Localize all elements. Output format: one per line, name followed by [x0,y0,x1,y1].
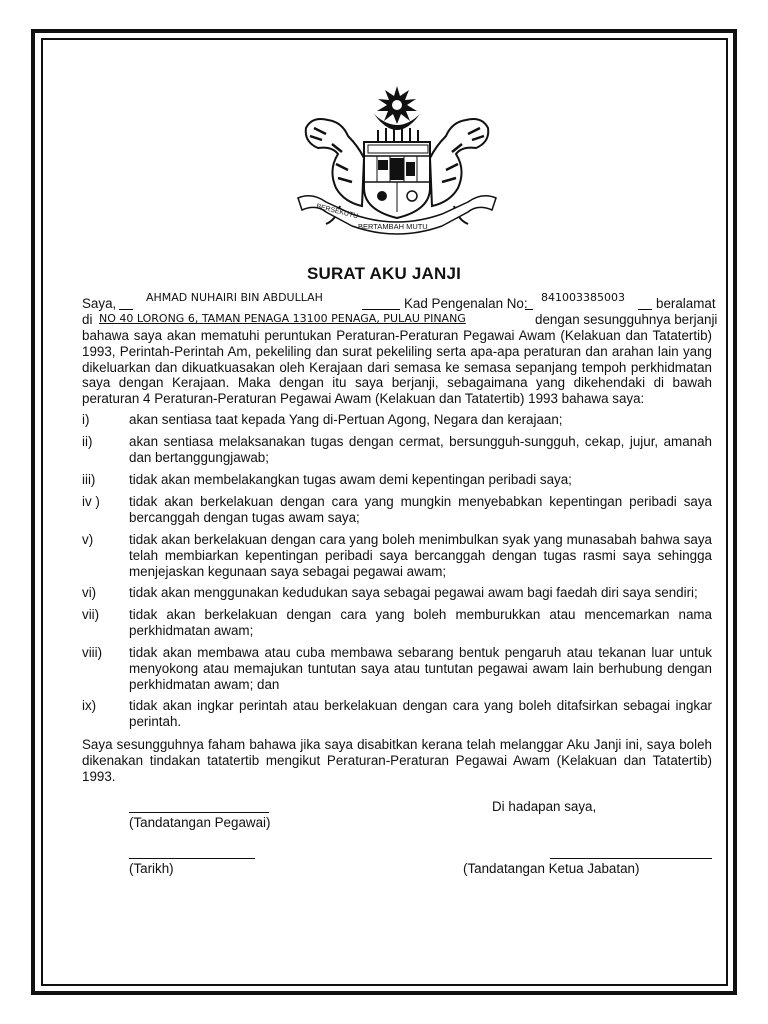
list-item-num: i) [82,412,90,427]
list-item-text: tidak akan membawa atau cuba membawa sebarang bentuk pengaruh atau tekanan luar untuk menyokong atau memajukan tuntutan saya atau tuntutan pegawai awam lain berhubung dengan perkhidmatan awam; dan [129,645,712,692]
list-item-text: tidak akan membelakangkan tugas awam demi kepentingan peribadi saya; [129,472,572,487]
list-item-text: tidak akan menggunakan kedudukan saya sebagai pegawai awam bagi faedah diri saya sendiri; [129,585,698,600]
federal-star-icon [377,86,417,124]
list-item-num: ix) [82,698,97,713]
list-item-text: tidak akan berkelakuan dengan cara yang boleh memburukkan atau mencemarkan nama perkhidmatan awam; [129,607,712,638]
intro-body: bahawa saya akan mematuhi peruntukan Peraturan-Peraturan Pegawai Awam (Kelakuan dan Tatatertib) 1993, Perintah-Perintah Am, pekeliling dan surat pekeliling serta apa-apa peraturan dan arahan lain yang dikeluarkan dan dikuatkuasakan oleh Kerajaan dari semasa ke semasa sepanjang tempoh perkhidmatan saya dengan Kerajaan. Maka dengan itu saya berjanji, sebagaimana yang dikehendaki di bawah peraturan 4 Peraturan-Peraturan Pegawai Awam (Kelakuan dan Tatatertib) 1993 bahawa saya: [82,328,712,407]
head-signature-label: (Tandatangan Ketua Jabatan) [463,861,640,876]
before-me-label: Di hadapan saya, [492,799,597,814]
ic-underline-a [525,309,533,310]
document-title: SURAT AKU JANJI [306,264,462,283]
list-item-text: tidak akan berkelakuan dengan cara yang mungkin menyebabkan kepentingan peribadi saya bercanggah dengan tugas awam saya; [129,494,712,525]
ic-value: 841003385003 [541,291,625,304]
officer-signature-line [129,812,269,813]
ic-underline-b [638,309,652,310]
list-item-num: iii) [82,472,96,487]
date-line [129,858,255,859]
kris-row-icon [378,128,418,142]
list-item-num: vi) [82,585,97,600]
list-item-text: tidak akan ingkar perintah atau berkelakuan dengan cara yang boleh ditafsirkan sebagai ingkar perintah. [129,698,712,729]
motto-bottom-text: BERTAMBAH MUTU [358,222,428,231]
name-underline-a [119,309,133,310]
head-signature-line [550,858,712,859]
coat-of-arms-emblem [292,84,502,240]
list-item-num: ii) [82,434,93,449]
list-item-num: iv ) [82,494,100,509]
list-item-text: akan sentiasa melaksanakan tugas dengan cermat, bersungguh-sungguh, cekap, jujur, amanah dan bertanggungjawab; [129,434,712,465]
name-underline-b [362,309,400,310]
name-value: AHMAD NUHAIRI BIN ABDULLAH [146,291,323,304]
list-item-num: vii) [82,607,100,622]
closing-paragraph: Saya sesungguhnya faham bahawa jika saya disabitkan kerana telah melanggar Aku Janji ini, saya boleh dikenakan tindakan tatatertib mengikut Peraturan-Peraturan Pegawai Awam (Kelakuan dan Tatatertib) 1993. [82,737,712,784]
shield-icon [364,142,430,218]
date-label: (Tarikh) [129,861,174,876]
list-item-num: v) [82,532,94,547]
officer-signature-label: (Tandatangan Pegawai) [129,815,271,830]
saya-label: Saya, [82,296,117,311]
di-label: di [82,312,93,327]
beralamat-text: beralamat [656,296,716,311]
list-item-num: viii) [82,645,103,660]
motto-left-text: BERSEKUTU [315,203,359,221]
after-address-text: dengan sesungguhnya berjanji [535,312,718,327]
list-item-text: tidak akan berkelakuan dengan cara yang boleh menimbulkan syak yang munasabah bahwa saya telah membiarkan kepentingan peribadi saya bercanggah dengan tugas rasmi saya sehingga menjejaskan kegunaan saya sebagai pegawai awam; [129,532,712,579]
ic-label: Kad Pengenalan No: [404,296,528,311]
address-value: NO 40 LORONG 6, TAMAN PENAGA 13100 PENAGA, PULAU PINANG [99,312,466,325]
list-item-text: akan sentiasa taat kepada Yang di-Pertuan Agong, Negara dan kerajaan; [129,412,563,427]
